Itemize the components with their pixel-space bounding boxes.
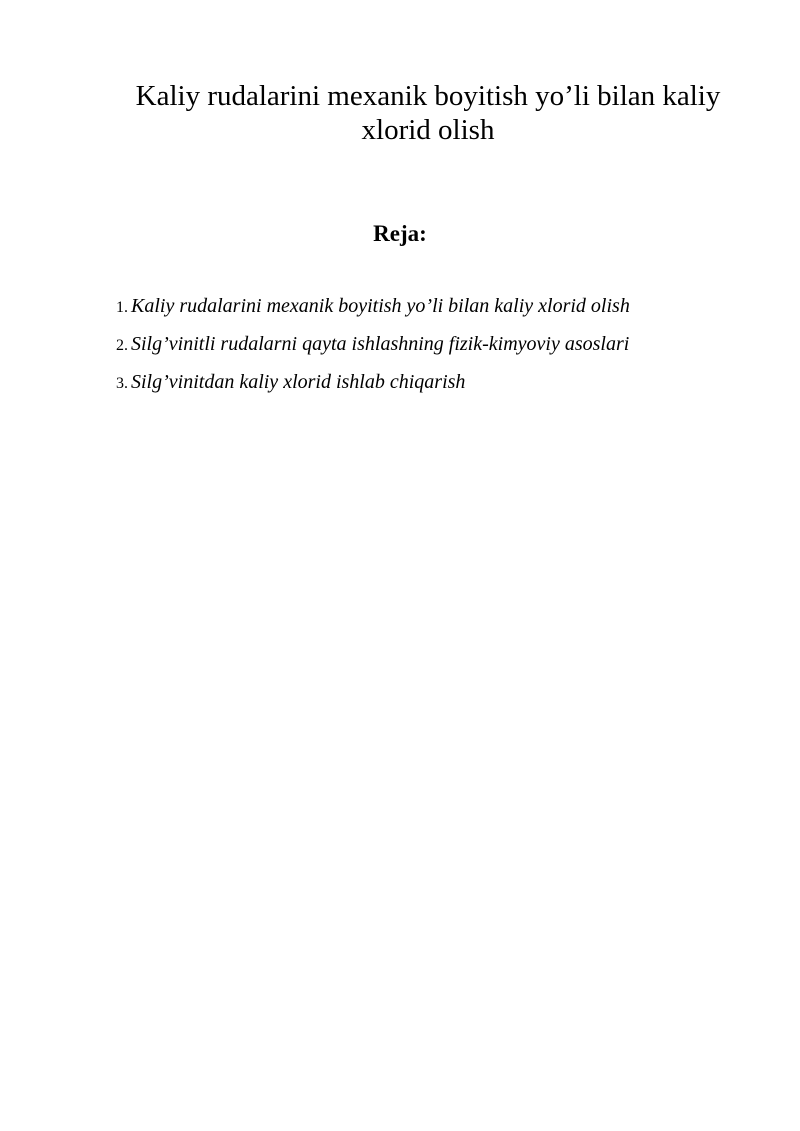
plan-item-1 (116, 292, 630, 330)
plan-heading: Reja: (373, 221, 427, 246)
plan-item-number: 2. (116, 337, 128, 354)
document-title: Kaliy rudalarini mexanik boyitish yo’li bilan kaliy xlorid olish (135, 80, 721, 146)
plan-item-text: Silg’vinitli rudalarni qayta ishlashning fizik-kimyoviy asoslari (131, 333, 630, 355)
plan-item-number: 1. (116, 299, 128, 316)
plan-item-3 (116, 368, 630, 406)
plan-item-text: Silg’vinitdan kaliy xlorid ishlab chiqarish (131, 371, 466, 393)
plan-item-text: Kaliy rudalarini mexanik boyitish yo’li bilan kaliy xlorid olish (131, 295, 630, 317)
plan-item-number: 3. (116, 375, 128, 392)
plan-item-2 (116, 330, 630, 368)
plan-list (116, 292, 630, 406)
